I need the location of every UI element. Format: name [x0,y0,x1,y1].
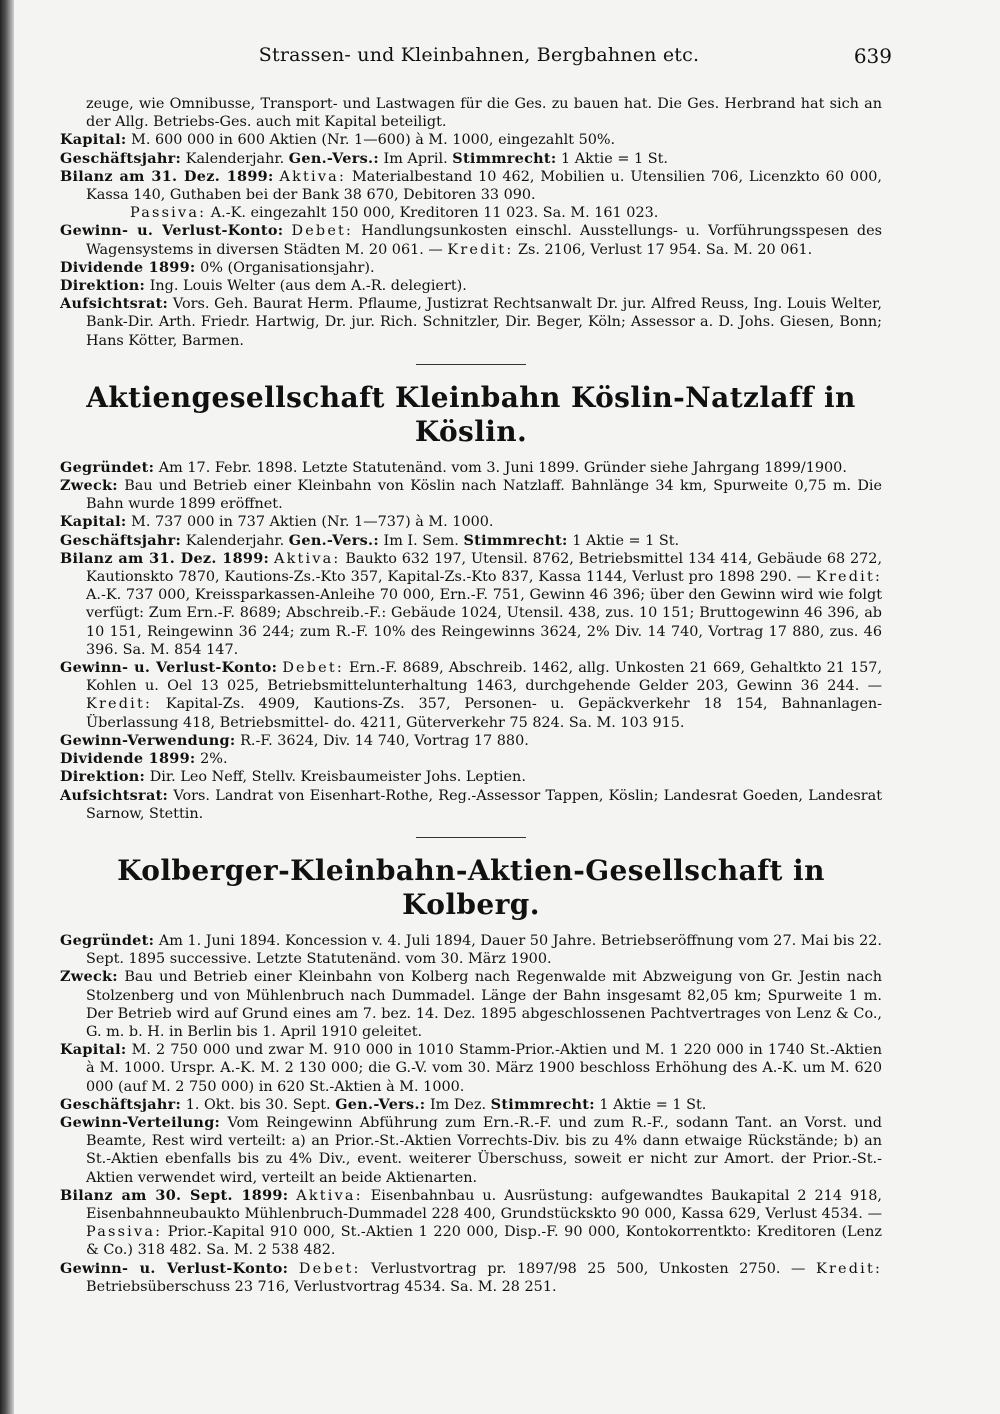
kapital-line [60,1041,882,1096]
stimmrecht-text: 1 Aktie = 1 St. [572,532,680,549]
entry-intro: zeuge, wie Omnibusse, Transport- und Lastwagen für die Ges. zu bauen hat. Die Ges. Herbrand hat sich an der Allg. Betriebs-Ges. auch mit Kapital beteiligt. [86,96,882,131]
gewinn-verwendung-text: R.-F. 3624, Div. 14 740, Vortrag 17 880. [240,732,529,749]
kredit-text: A.-K. 737 000, Kreissparkassen-Anleihe 70 000, Ern.-F. 751, Gewinn 46 396; über den Gewinn wird wie folgt verfügt: Zum Ern.-F. 8689; Abschreib.-F.: Gebäude 1024, Utensil. 438, zus. 10 151; Bruttogewinn 46 396, ab 10 151, Reingewinn 36 244; zum R.-F. 10% des Reingewinns 3624, 2% Div. 14 740, Vortrag 17 880, zus. 46 396. Sa. M. 854 147. [86,587,882,658]
debet-word: Debet: [291,223,354,240]
aufsichtsrat-text: Vors. Geh. Baurat Herm. Pflaume, Justizrat Rechtsanwalt Dr. jur. Alfred Reuss, Ing. Louis Welter, Bank-Dir. Arth. Friedr. Hartwig, Dr. jur. Rich. Schnitzler, Dir. Beger, Köln; Assessor a. D. Johs. Giesen, Bonn; Hans Kötter, Barmen. [86,296,882,349]
kredit-text: Zs. 2106, Verlust 17 954. Sa. M. 20 061. [517,241,813,258]
direktion-text: Ing. Louis Welter (aus dem A.-R. delegiert). [149,278,467,295]
zweck-line [60,968,882,1041]
gegruendet-line [60,932,882,968]
direktion-text: Dir. Leo Neff, Stellv. Kreisbaumeister Johs. Leptien. [149,769,526,786]
aktiva-text: Baukto 632 197, Utensil. 8762, Betriebsmittel 134 414, Gebäude 68 272, Kautionskto 7870, Kautions-Zs.-Kto 357, Kapital-Zs.-Kto 837, Kassa 1144, Verlust pro 1898 290. — [86,550,883,586]
kapital-line [60,131,882,149]
gegruendet-line [60,459,882,477]
gegruendet-text: Am 1. Juni 1894. Koncession v. 4. Juli 1894, Dauer 50 Jahre. Betriebseröffnung vom 27. Mai bis 22. Sept. 1895 successive. Letzte Statutenänd. vom 30. März 1900. [86,932,882,968]
gen-vers-text: Im April. [383,150,448,167]
kapital-label: Kapital: [60,131,127,149]
entry-previous-continued [60,95,882,350]
dividende-text: 2%. [200,751,228,768]
stimmrecht-text: 1 Aktie = 1 St. [599,1096,707,1113]
kapital-text: M. 600 000 in 600 Aktien (Nr. 1—600) à M. 1000, eingezahlt 50%. [131,132,616,149]
stimmrecht-label: Stimmrecht: [490,1095,595,1113]
kapital-text: M. 737 000 in 737 Aktien (Nr. 1—737) à M. 1000. [131,514,494,531]
kapital-label: Kapital: [60,1041,127,1059]
gen-vers-text: Im Dez. [429,1096,487,1113]
bilanz-label: Bilanz am 31. Dez. 1899: [60,549,270,567]
zweck-line [60,477,882,513]
gewinn-verwendung-label: Gewinn-Verwendung: [60,731,236,749]
aufsichtsrat-text: Vors. Landrat von Eisenhart-Rothe, Reg.-Assessor Tappen, Köslin; Landesrat Goeden, Landesrat Sarnow, Stettin. [86,787,882,822]
aufsichtsrat-label: Aufsichtsrat: [60,295,169,313]
passiva-word: Passiva: [130,205,207,222]
aktiva-word: Aktiva: [296,1187,363,1204]
zweck-text: Bau und Betrieb einer Kleinbahn von Köslin nach Natzlaff. Bahnlänge 34 km, Spurweite 0,75 m. Die Bahn wurde 1899 eröffnet. [86,478,883,513]
aufsichtsrat-line [60,787,882,823]
kapital-text: M. 2 750 000 und zwar M. 910 000 in 1010 Stamm-Prior.-Aktien und M. 1 220 000 in 1740 St.-Aktien à M. 1000. Urspr. A.-K. M. 2 130 000; die G.-V. vom 30. März 1900 beschloss Erhöhung des A.-K. um M. 620 000 (auf M. 2 750 000) in 620 St.-Aktien à M. 1000. [86,1042,882,1095]
bilanz-line [60,1187,882,1260]
guv-label: Gewinn- u. Verlust-Konto: [60,1259,289,1277]
zweck-label: Zweck: [60,968,118,986]
dividende-line [60,259,882,277]
direktion-line [60,768,882,786]
kapital-line [60,513,882,531]
bilanz-line [60,168,882,204]
geschaeftsjahr-text: Kalenderjahr. [185,150,285,167]
geschaeftsjahr-label: Geschäftsjahr: [60,1095,182,1113]
gewinn-verteilung-label: Gewinn-Verteilung: [60,1113,221,1131]
geschaeftsjahr-line [60,1096,882,1114]
direktion-label: Direktion: [60,277,146,295]
aktiva-word: Aktiva: [274,550,341,567]
running-header [70,44,892,74]
entry-koslin [60,381,882,823]
direktion-label: Direktion: [60,768,146,786]
company-title: Aktiengesellschaft Kleinbahn Köslin-Natzlaff in Köslin. [86,380,856,448]
aktiva-text: Eisenbahnbau u. Ausrüstung: aufgewandtes Baukapital 2 214 918, Eisenbahnneubaukto Mühlenbruch-Dummadel 228 400, Grundstückskto 90 000, Kassa 629, Verlust 4534. — [86,1187,882,1222]
gegruendet-label: Gegründet: [60,931,155,949]
passiva-line [60,204,882,222]
gen-vers-label: Gen.-Vers.: [288,531,379,549]
dividende-label: Dividende 1899: [60,750,196,768]
kredit-text: Kapital-Zs. 4909, Kautions-Zs. 357, Personen- u. Gepäckverkehr 18 154, Bahnanlagen-Überlassung 418, Betriebsmittel- do. 4211, Güterverkehr 75 824. Sa. M. 103 915. [86,696,883,731]
kredit-word: Kredit: [816,1260,882,1277]
kredit-text: Betriebsüberschuss 23 716, Verlustvortrag 4534. Sa. M. 28 251. [86,1278,557,1295]
entry-kolberg [60,854,882,1296]
page-binding-shadow [0,0,14,1414]
geschaeftsjahr-line [60,150,882,168]
geschaeftsjahr-text: 1. Okt. bis 30. Sept. [185,1096,331,1113]
dividende-label: Dividende 1899: [60,258,196,276]
guv-line [60,659,882,732]
geschaeftsjahr-line [60,532,882,550]
page-number: 639 [853,44,892,68]
kredit-word: Kredit: [816,569,882,586]
bilanz-label: Bilanz am 30. Sept. 1899: [60,1186,289,1204]
debet-text: Handlungsunkosten einschl. Ausstellungs- u. Vorführungsspesen des Wagensystems in diversen Städten M. 20 061. — [86,223,882,258]
aktiva-text: Materialbestand 10 462, Mobilien u. Utensilien 706, Licenzkto 60 000, Kassa 140, Guthaben bei der Bank 38 670, Debitoren 33 090. [86,168,882,204]
bilanz-label: Bilanz am 31. Dez. 1899: [60,167,274,185]
bilanz-line [60,550,882,659]
page-content [60,95,882,1296]
guv-label: Gewinn- u. Verlust-Konto: [60,222,284,240]
kredit-word: Kredit: [447,241,514,258]
aufsichtsrat-label: Aufsichtsrat: [60,786,169,804]
company-title: Kolberger-Kleinbahn-Aktien-Gesellschaft in Kolberg. [117,853,825,921]
geschaeftsjahr-text: Kalenderjahr. [185,532,285,549]
debet-word: Debet: [298,1260,361,1277]
gewinn-verteilung-line [60,1114,882,1187]
direktion-line [60,277,882,295]
zweck-label: Zweck: [60,477,118,495]
guv-line [60,222,882,258]
gen-vers-label: Gen.-Vers.: [335,1095,426,1113]
passiva-text: Prior.-Kapital 910 000, St.-Aktien 1 220 000, Disp.-F. 90 000, Kontokorrentkto: Kreditoren (Lenz & Co.) 318 482. Sa. M. 2 538 482. [86,1224,882,1259]
passiva-word: Passiva: [86,1224,163,1241]
kapital-label: Kapital: [60,513,127,531]
stimmrecht-label: Stimmrecht: [463,531,568,549]
debet-text: Verlustvortrag pr. 1897/98 25 500, Unkosten 2750. — [371,1260,806,1277]
geschaeftsjahr-label: Geschäftsjahr: [60,149,182,167]
gegruendet-text: Am 17. Febr. 1898. Letzte Statutenänd. vom 3. Juni 1899. Gründer siehe Jahrgang 1899/1900. [158,459,847,476]
gegruendet-label: Gegründet: [60,458,155,476]
gewinn-verwendung-line [60,732,882,750]
gen-vers-text: Im I. Sem. [383,532,459,549]
geschaeftsjahr-label: Geschäftsjahr: [60,531,182,549]
zweck-text: Bau und Betrieb einer Kleinbahn von Kolberg nach Regenwalde mit Abzweigung von Gr. Jestin nach Stolzenberg und von Mühlenbruch nach Dummadel. Länge der Bahn insgesamt 82,05 km; Spurweite 1 m. Der Betrieb wird auf Grund eines am 7. bez. 14. Dez. 1895 abgeschlossenen Pachtvertrages von Lenz & Co., G. m. b. H. in Berlin bis 1. April 1910 geleitet. [86,969,882,1040]
stimmrecht-text: 1 Aktie = 1 St. [561,150,668,167]
kredit-word: Kredit: [86,696,152,713]
dividende-text: 0% (Organisationsjahr). [200,259,375,276]
stimmrecht-label: Stimmrecht: [452,149,557,167]
gewinn-verteilung-text: Vom Reingewinn Abführung zum Ern.-R.-F. und zum R.-F., sodann Tant. an Vorst. und Beamte, Rest wird verteilt: a) an Prior.-St.-Aktien Vorrechts-Div. bis zu 4% dann etwaige Rückstände; b) an St.-Aktien ebenfalls bis zu 4% Div., event. weiterer Überschuss, soweit er nicht zur Amort. der Prior.-St.-Aktien verwendet wird, verteilt an beide Aktienarten. [86,1114,882,1186]
aufsichtsrat-line [60,295,882,350]
debet-word: Debet: [282,660,344,677]
header-title: Strassen- und Kleinbahnen, Bergbahnen etc. [258,44,700,66]
section-divider [416,837,526,838]
guv-line [60,1260,882,1296]
gen-vers-label: Gen.-Vers.: [288,149,379,167]
dividende-line [60,750,882,768]
passiva-text: A.-K. eingezahlt 150 000, Kreditoren 11 023. Sa. M. 161 023. [210,205,659,222]
guv-label: Gewinn- u. Verlust-Konto: [60,659,278,677]
section-divider [416,364,526,365]
debet-text: Ern.-F. 8689, Abschreib. 1462, allg. Unkosten 21 669, Gehaltkto 21 157, Kohlen u. Oel 13 025, Betriebsmittelunterhaltung 1463, durchgehende Gelder 203, Gewinn 36 244. — [86,660,883,695]
aktiva-word: Aktiva: [279,168,346,185]
